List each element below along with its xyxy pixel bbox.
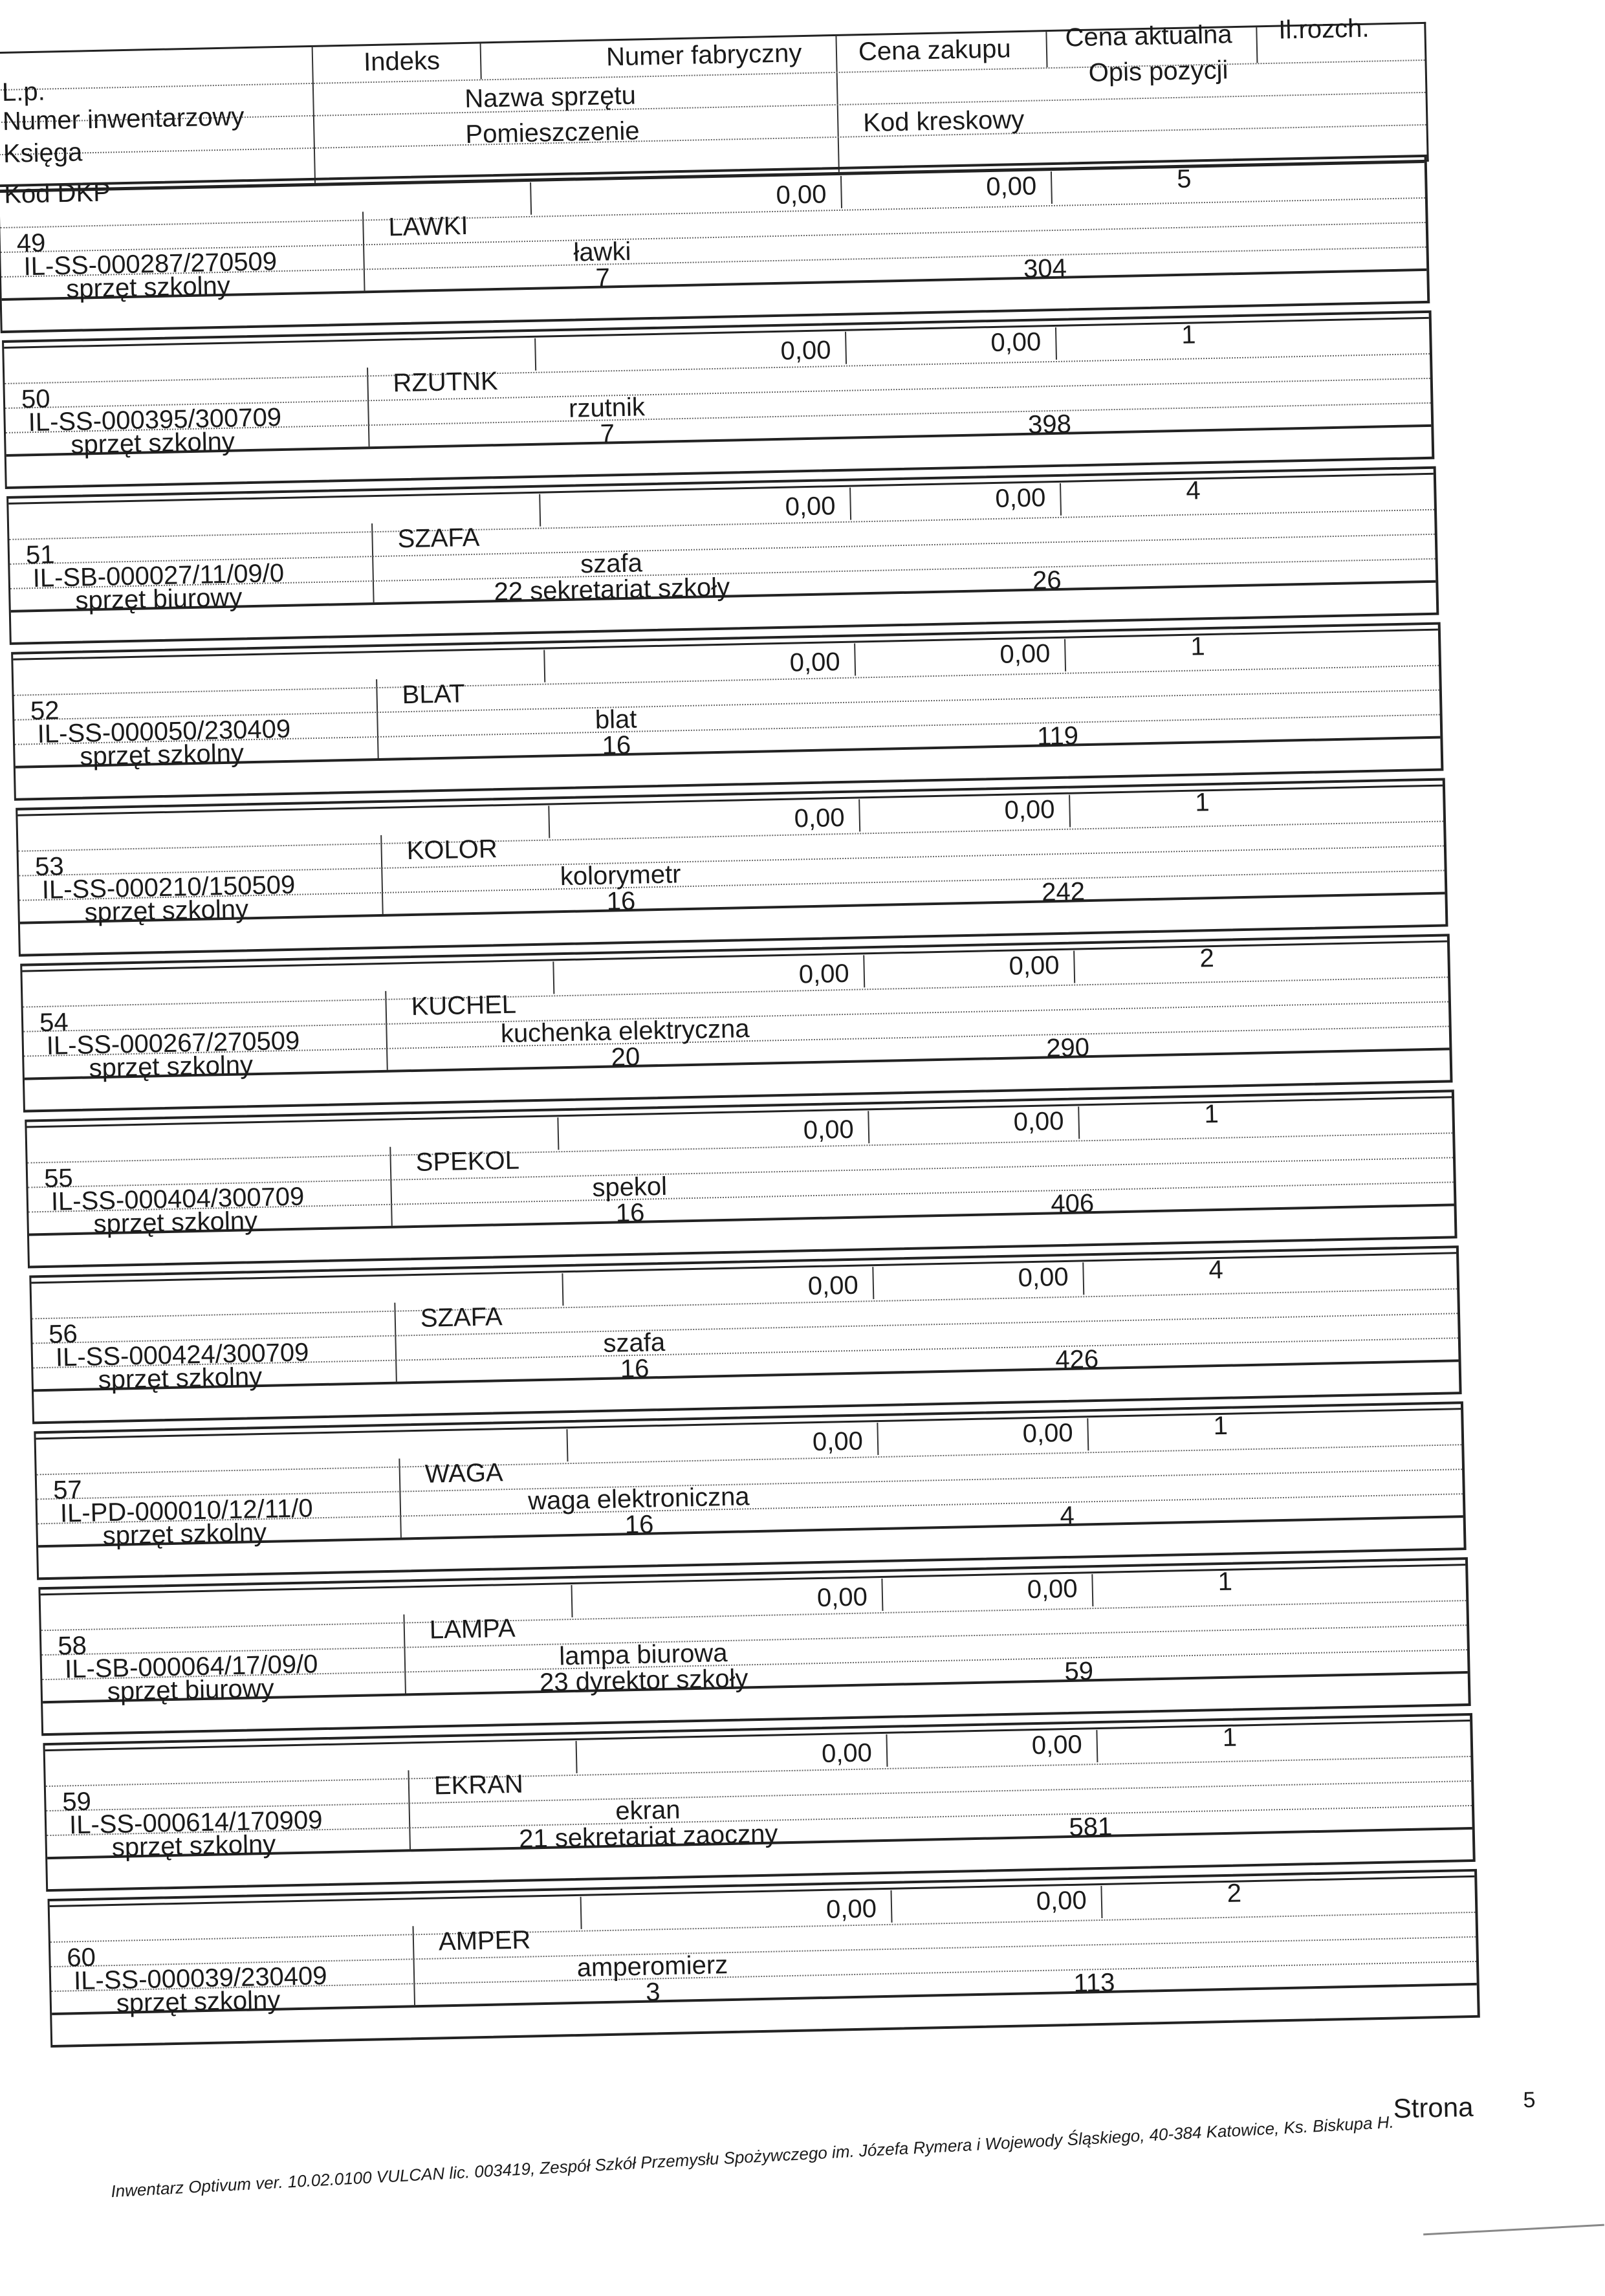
il-rozch: 4 [1208,1255,1224,1285]
record-divider [845,332,847,364]
record-dotted-rule [28,1132,1453,1163]
indeks: WAGA [424,1458,504,1489]
nazwa-sprzetu: rzutnik [568,393,646,423]
cena-aktualna: 0,00 [999,639,1051,669]
record-dotted-rule [14,665,1439,696]
cena-aktualna: 0,00 [1013,1106,1064,1137]
record-divider [412,1926,415,2005]
lp: 51 [25,540,55,570]
header-il-rozch: Il.rozch. [1278,14,1370,45]
lp: 49 [16,228,46,258]
ksiega: sprzęt szkolny [93,1207,258,1239]
record-divider [385,991,388,1070]
kod-kreskowy: 4 [1059,1501,1075,1531]
lp: 52 [30,696,60,726]
numer-inwentarzowy: IL-SS-000210/150509 [41,870,296,904]
lp: 59 [61,1787,92,1817]
numer-inwentarzowy: IL-SS-000614/170909 [69,1806,323,1840]
record-divider [371,523,375,602]
record-divider [890,1890,892,1923]
header-divider [1045,32,1047,67]
record-divider [849,488,851,520]
lp: 53 [34,852,65,882]
pomieszczenie: 16 [602,730,631,760]
indeks: LAMPA [429,1613,516,1645]
nazwa-sprzetu: szafa [580,549,643,579]
record-divider [362,212,366,290]
numer-inwentarzowy: IL-PD-000010/12/11/0 [60,1494,314,1528]
record-divider [840,176,842,208]
record-divider [530,182,532,215]
record-divider [1055,327,1057,360]
numer-inwentarzowy: IL-SS-000424/300709 [55,1338,309,1372]
record-divider [1060,483,1062,516]
inventory-record [20,934,1452,1112]
record-dotted-rule [46,1756,1471,1787]
record-divider [1096,1730,1098,1762]
record-divider [408,1770,411,1849]
indeks: BLAT [402,679,466,710]
ksiega: sprzęt szkolny [65,271,231,303]
ksiega: sprzęt szkolny [111,1830,276,1863]
indeks: SPEKOL [415,1146,520,1177]
kod-kreskowy: 290 [1045,1033,1090,1063]
il-rozch: 4 [1185,476,1201,505]
record-divider [877,1423,879,1455]
record-divider [1051,171,1053,204]
cena-aktualna: 0,00 [1031,1730,1083,1760]
nazwa-sprzetu: lampa biurowa [558,1639,728,1671]
record-divider [858,799,860,831]
inventory-record [2,311,1434,489]
indeks: KUCHEL [411,990,517,1022]
record-divider [580,1897,582,1929]
inventory-record [16,778,1448,956]
ksiega: sprzęt szkolny [80,739,245,771]
il-rozch: 5 [1176,164,1192,193]
header-numer-fabryczny: Numer fabryczny [606,39,802,72]
lp: 60 [66,1943,96,1973]
indeks: EKRAN [433,1769,524,1800]
il-rozch: 1 [1181,320,1196,349]
cena-zakupu: 0,00 [776,180,827,210]
record-dotted-rule [0,197,1425,228]
nazwa-sprzetu: ekran [615,1795,681,1826]
indeks: KOLOR [406,835,498,866]
il-rozch: 1 [1190,632,1206,661]
ksiega: sprzęt szkolny [89,1051,254,1083]
numer-inwentarzowy: IL-SS-000267/270509 [46,1026,300,1060]
cena-aktualna: 0,00 [1036,1886,1087,1916]
cena-zakupu: 0,00 [821,1738,873,1768]
indeks: RZUTNK [393,367,499,398]
numer-inwentarzowy: IL-SS-000404/300709 [50,1182,305,1216]
header-divider [480,43,482,79]
ksiega: sprzęt biurowy [107,1674,275,1707]
kod-kreskowy: 119 [1036,721,1079,751]
pomieszczenie: 7 [595,263,611,292]
record-divider [1100,1886,1102,1918]
record-divider [557,1117,559,1150]
il-rozch: 2 [1199,944,1215,973]
lp: 57 [52,1475,83,1505]
lp: 50 [21,384,50,414]
ksiega: sprzęt szkolny [70,427,235,459]
numer-inwentarzowy: IL-SS-000287/270509 [23,247,278,281]
kod-kreskowy: 26 [1032,565,1062,595]
nazwa-sprzetu: blat [595,705,637,734]
cena-aktualna: 0,00 [995,483,1046,513]
il-rozch: 1 [1213,1411,1228,1441]
record-divider [367,367,370,446]
record-divider [1091,1574,1093,1606]
cena-aktualna: 0,00 [1018,1262,1069,1293]
record-divider [566,1429,568,1461]
header-divider [1256,27,1258,63]
cena-zakupu: 0,00 [816,1582,868,1613]
record-divider [872,1267,874,1299]
cena-zakupu: 0,00 [825,1894,877,1924]
inventory-record [0,155,1430,333]
cena-zakupu: 0,00 [785,492,836,521]
record-divider [399,1459,402,1538]
record-divider [1082,1262,1084,1295]
record-divider [394,1303,397,1382]
record-divider [868,1111,869,1143]
cena-zakupu: 0,00 [794,803,846,833]
record-divider [562,1273,563,1306]
cena-zakupu: 0,00 [807,1271,859,1301]
indeks: SZAFA [397,523,480,554]
header-kod-dkp: Kod DKP [3,178,111,209]
record-divider [571,1585,573,1617]
cena-aktualna: 0,00 [990,327,1042,358]
pomieszczenie: 23 dyrektor szkoły [539,1664,748,1698]
pomieszczenie: 7 [600,419,615,448]
pomieszczenie: 16 [620,1354,650,1384]
numer-inwentarzowy: IL-SS-000395/300709 [28,403,282,437]
kod-kreskowy: 59 [1064,1657,1094,1687]
record-dotted-rule [41,1600,1467,1631]
page-number: 5 [1523,2088,1536,2113]
pomieszczenie: 22 sekretariat szkoły [494,573,730,607]
lp: 56 [48,1319,78,1349]
pomieszczenie: 3 [645,1978,661,2007]
cena-zakupu: 0,00 [789,648,841,677]
record-divider [403,1614,406,1693]
record-divider [548,805,550,838]
record-dotted-rule [23,976,1448,1007]
record-divider [1069,795,1071,827]
nazwa-sprzetu: waga elektroniczna [527,1482,750,1516]
numer-inwentarzowy: IL-SB-000064/17/09/0 [64,1650,318,1684]
header-opis-pozycji: Opis pozycji [1088,56,1228,87]
lp: 54 [39,1008,69,1038]
record-divider [376,679,379,758]
record-dotted-rule [19,821,1444,852]
cena-aktualna: 0,00 [1022,1418,1074,1449]
header-cena-aktualna: Cena aktualna [1065,20,1232,52]
record-divider [1087,1418,1089,1450]
il-rozch: 1 [1217,1567,1233,1597]
record-divider [886,1734,888,1767]
cena-zakupu: 0,00 [812,1427,864,1457]
pomieszczenie: 21 sekretariat zaoczny [518,1819,778,1853]
cena-aktualna: 0,00 [985,171,1037,202]
record-divider [543,650,545,683]
ksiega: sprzęt szkolny [98,1362,263,1395]
record-divider [534,338,536,371]
nazwa-sprzetu: szafa [603,1328,666,1358]
nazwa-sprzetu: spekol [591,1172,668,1203]
inventory-record [25,1089,1457,1268]
record-divider [389,1147,393,1226]
cena-zakupu: 0,00 [780,336,831,366]
record-divider [854,644,856,676]
numer-inwentarzowy: IL-SB-000027/11/09/0 [32,559,285,593]
inventory-record [43,1713,1475,1892]
record-divider [863,955,865,987]
header-nazwa-sprzetu: Nazwa sprzętu [464,81,637,113]
header-ksiega: Księga [3,138,83,168]
cena-aktualna: 0,00 [1027,1574,1078,1604]
kod-kreskowy: 398 [1027,410,1072,439]
record-divider [380,835,384,914]
nazwa-sprzetu: kuchenka elektryczna [500,1014,750,1049]
il-rozch: 2 [1227,1879,1242,1908]
ksiega: sprzęt szkolny [116,1985,281,2018]
inventory-record [34,1401,1466,1580]
record-divider [1064,639,1066,672]
kod-kreskowy: 406 [1050,1188,1095,1219]
il-rozch: 1 [1194,788,1210,817]
pomieszczenie: 16 [615,1198,645,1228]
record-divider [539,494,541,527]
nazwa-sprzetu: kolorymetr [560,860,681,891]
header-lp: L.p. [1,77,46,107]
ksiega: sprzęt biurowy [75,583,243,615]
footer-license-text: Inwentarz Optivum ver. 10.02.0100 VULCAN lic. 003419, Zespół Szkół Przemysłu Spożywczego im. Józefa Rymera i Wojewody Śląskiego, 40-384 Katowice, Ks. Biskupa H. [110,2112,1395,2202]
inventory-record [11,622,1443,801]
ksiega: sprzęt szkolny [102,1518,267,1551]
pomieszczenie: 16 [624,1510,654,1540]
record-divider [881,1579,883,1611]
cena-zakupu: 0,00 [798,959,850,989]
pomieszczenie: 16 [606,886,636,916]
pomieszczenie: 20 [611,1042,640,1072]
inventory-record [6,466,1439,645]
kod-kreskowy: 426 [1054,1344,1099,1375]
record-divider [552,961,554,994]
lp: 55 [43,1164,74,1193]
il-rozch: 1 [1204,1099,1219,1129]
record-divider [1078,1106,1080,1139]
header-indeks: Indeks [363,46,441,77]
kod-kreskowy: 242 [1041,877,1086,907]
il-rozch: 1 [1222,1723,1238,1753]
cena-zakupu: 0,00 [803,1115,855,1145]
cena-aktualna: 0,00 [1009,951,1060,981]
nazwa-sprzetu: ławki [573,237,631,267]
nazwa-sprzetu: amperomierz [576,1951,728,1982]
inventory-record [29,1245,1461,1424]
inventory-record [38,1557,1470,1736]
numer-inwentarzowy: IL-SS-000050/230409 [37,714,291,749]
header-numer-inwentarzowy: Numer inwentarzowy [2,102,245,136]
indeks: LAWKI [388,211,468,242]
record-dotted-rule [9,509,1434,540]
inventory-record [47,1869,1479,2048]
kod-kreskowy: 304 [1023,254,1067,283]
kod-kreskowy: 113 [1073,1968,1115,1998]
header-kod-kreskowy: Kod kreskowy [862,105,1025,138]
record-divider [576,1741,578,1773]
kod-kreskowy: 581 [1069,1812,1113,1842]
header-pomieszczenie: Pomieszczenie [465,116,640,149]
header-cena-zakupu: Cena zakupu [858,34,1012,67]
cena-aktualna: 0,00 [1004,795,1055,825]
lp: 58 [57,1631,87,1661]
ksiega: sprzęt szkolny [84,895,249,927]
record-divider [1073,951,1075,983]
indeks: AMPER [438,1925,531,1956]
indeks: SZAFA [420,1302,503,1333]
record-dotted-rule [32,1288,1458,1319]
numer-inwentarzowy: IL-SS-000039/230409 [73,1962,327,1996]
page-label: Strona [1393,2092,1474,2124]
record-dotted-rule [50,1912,1476,1943]
record-dotted-rule [5,353,1430,384]
record-dotted-rule [37,1444,1462,1475]
